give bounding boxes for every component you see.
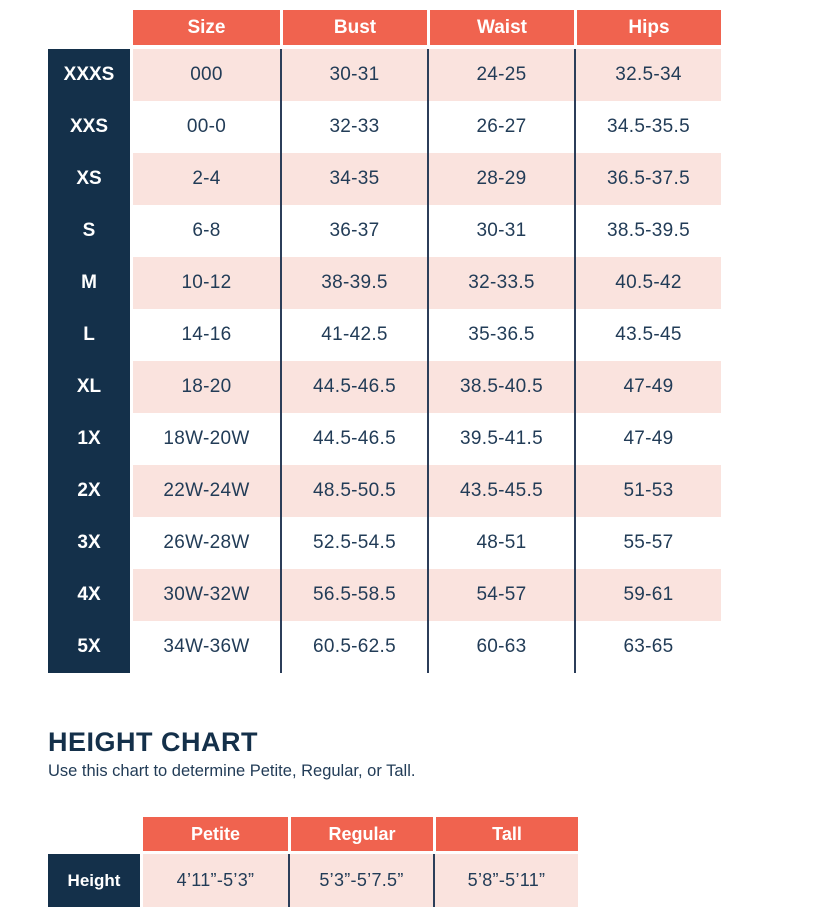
row-label: S	[48, 205, 130, 257]
size-cell: 10-12	[133, 257, 280, 309]
table-row-xl	[48, 361, 721, 413]
row-label: XXS	[48, 101, 130, 153]
bust-cell: 44.5-46.5	[280, 413, 427, 465]
size-chart-table	[48, 10, 721, 673]
hips-cell: 34.5-35.5	[574, 101, 721, 153]
column-header-size: Size	[133, 10, 280, 45]
size-cell: 14-16	[133, 309, 280, 361]
hips-cell: 38.5-39.5	[574, 205, 721, 257]
bust-cell: 44.5-46.5	[280, 361, 427, 413]
hips-cell: 55-57	[574, 517, 721, 569]
header-corner-spacer	[48, 10, 133, 45]
table-row-5x	[48, 621, 721, 673]
waist-cell: 24-25	[427, 49, 574, 101]
height-row	[48, 854, 578, 907]
column-header-tall: Tall	[433, 817, 578, 851]
bust-cell: 52.5-54.5	[280, 517, 427, 569]
bust-cell: 34-35	[280, 153, 427, 205]
table-row-xs	[48, 153, 721, 205]
bust-cell: 56.5-58.5	[280, 569, 427, 621]
height-row-label: Height	[48, 854, 140, 907]
height-chart-subtitle: Use this chart to determine Petite, Regular, or Tall.	[48, 762, 416, 780]
hips-cell: 51-53	[574, 465, 721, 517]
row-label: M	[48, 257, 130, 309]
tall-height-cell: 5’8”-5’11”	[433, 854, 578, 907]
table-row-s	[48, 205, 721, 257]
bust-cell: 60.5-62.5	[280, 621, 427, 673]
waist-cell: 48-51	[427, 517, 574, 569]
row-label: 3X	[48, 517, 130, 569]
size-cell: 2-4	[133, 153, 280, 205]
waist-cell: 38.5-40.5	[427, 361, 574, 413]
row-label: XS	[48, 153, 130, 205]
waist-cell: 28-29	[427, 153, 574, 205]
waist-cell: 60-63	[427, 621, 574, 673]
hips-cell: 43.5-45	[574, 309, 721, 361]
size-cell: 30W-32W	[133, 569, 280, 621]
size-chart-header-row	[48, 10, 721, 45]
size-cell: 18-20	[133, 361, 280, 413]
size-cell: 000	[133, 49, 280, 101]
waist-cell: 30-31	[427, 205, 574, 257]
hips-cell: 40.5-42	[574, 257, 721, 309]
waist-cell: 43.5-45.5	[427, 465, 574, 517]
row-label: L	[48, 309, 130, 361]
table-row-m	[48, 257, 721, 309]
row-label: 1X	[48, 413, 130, 465]
table-row-3x	[48, 517, 721, 569]
row-label: 4X	[48, 569, 130, 621]
regular-height-cell: 5’3”-5’7.5”	[288, 854, 433, 907]
petite-height-cell: 4’11”-5’3”	[143, 854, 288, 907]
row-label: 5X	[48, 621, 130, 673]
table-row-xxxs	[48, 49, 721, 101]
hips-cell: 36.5-37.5	[574, 153, 721, 205]
table-row-2x	[48, 465, 721, 517]
size-cell: 6-8	[133, 205, 280, 257]
table-row-l	[48, 309, 721, 361]
waist-cell: 26-27	[427, 101, 574, 153]
bust-cell: 30-31	[280, 49, 427, 101]
waist-cell: 35-36.5	[427, 309, 574, 361]
column-header-regular: Regular	[288, 817, 433, 851]
size-cell: 18W-20W	[133, 413, 280, 465]
bust-cell: 38-39.5	[280, 257, 427, 309]
size-cell: 34W-36W	[133, 621, 280, 673]
height-chart-table	[48, 817, 578, 907]
height-header-corner-spacer	[48, 817, 143, 851]
size-cell: 00-0	[133, 101, 280, 153]
row-label: 2X	[48, 465, 130, 517]
row-label: XXXS	[48, 49, 130, 101]
hips-cell: 47-49	[574, 413, 721, 465]
hips-cell: 59-61	[574, 569, 721, 621]
hips-cell: 32.5-34	[574, 49, 721, 101]
hips-cell: 47-49	[574, 361, 721, 413]
waist-cell: 54-57	[427, 569, 574, 621]
bust-cell: 36-37	[280, 205, 427, 257]
column-header-bust: Bust	[280, 10, 427, 45]
waist-cell: 32-33.5	[427, 257, 574, 309]
table-row-1x	[48, 413, 721, 465]
waist-cell: 39.5-41.5	[427, 413, 574, 465]
column-header-petite: Petite	[143, 817, 288, 851]
bust-cell: 41-42.5	[280, 309, 427, 361]
column-header-waist: Waist	[427, 10, 574, 45]
size-chart-body	[48, 49, 721, 673]
height-chart-title: HEIGHT CHART	[48, 727, 258, 757]
column-header-hips: Hips	[574, 10, 721, 45]
row-label: XL	[48, 361, 130, 413]
hips-cell: 63-65	[574, 621, 721, 673]
height-chart-header-row	[48, 817, 578, 851]
table-row-xxs	[48, 101, 721, 153]
size-cell: 26W-28W	[133, 517, 280, 569]
size-cell: 22W-24W	[133, 465, 280, 517]
bust-cell: 32-33	[280, 101, 427, 153]
bust-cell: 48.5-50.5	[280, 465, 427, 517]
table-row-4x	[48, 569, 721, 621]
